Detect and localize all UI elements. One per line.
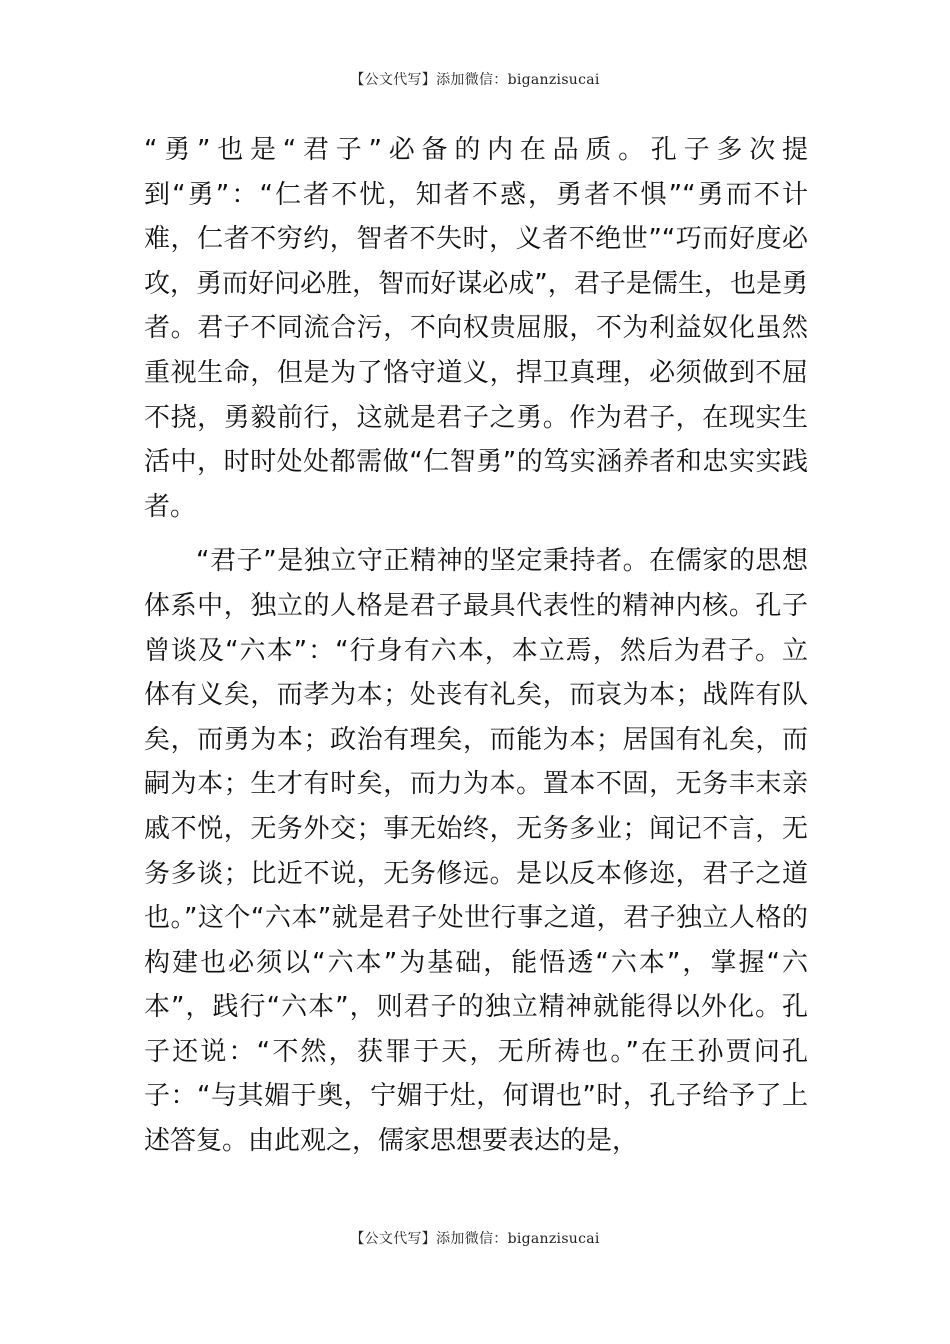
document-body: [144, 128, 808, 1164]
paragraph-courage: “勇”也是“君子”必备的内在品质。孔子多次提到“勇”：“仁者不忧，知者不惑，勇者不惧”“勇而不计难，仁者不穷约，智者不失时，义者不绝世”“巧而好度必攻，勇而好问必胜，智而好谋必成”，君子是儒生，也是勇者。君子不同流合污，不向权贵屈服，不为利益奴化虽然重视生命，但是为了恪守道义，捍卫真理，必须做到不屈不挠，勇毅前行，这就是君子之勇。作为君子，在现实生活中，时时处处都需做“仁智勇”的笃实涵养者和忠实实践者。: [144, 135, 808, 522]
page-header: 【公文代写】添加微信：biganzisucai: [350, 72, 600, 88]
page-footer: 【公文代写】添加微信：biganzisucai: [350, 1231, 600, 1247]
paragraph-independence: “君子”是独立守正精神的坚定秉持者。在儒家的思想体系中，独立的人格是君子最具代表性的精神内核。孔子曾谈及“六本”：“行身有六本，本立焉，然后为君子。立体有义矣，而孝为本；处丧有礼矣，而哀为本；战阵有队矣，而勇为本；政治有理矣，而能为本；居国有礼矣，而嗣为本；生才有时矣，而力为本。置本不固，无务丰末亲戚不悦，无务外交；事无始终，无务多业；闻记不言，无务多谈；比近不说，无务修远。是以反本修迩，君子之道也。”这个“六本”就是君子处世行事之道，君子独立人格的构建也必须以“六本”为基础，能悟透“六本”，掌握“六本”，践行“六本”，则君子的独立精神就能得以外化。孔子还说：“不然，获罪于天，无所祷也。”在王孙贾问孔子：“与其媚于奥，宁媚于灶，何谓也”时，孔子给予了上述答复。由此观之，儒家思想要表达的是，: [144, 546, 808, 1157]
